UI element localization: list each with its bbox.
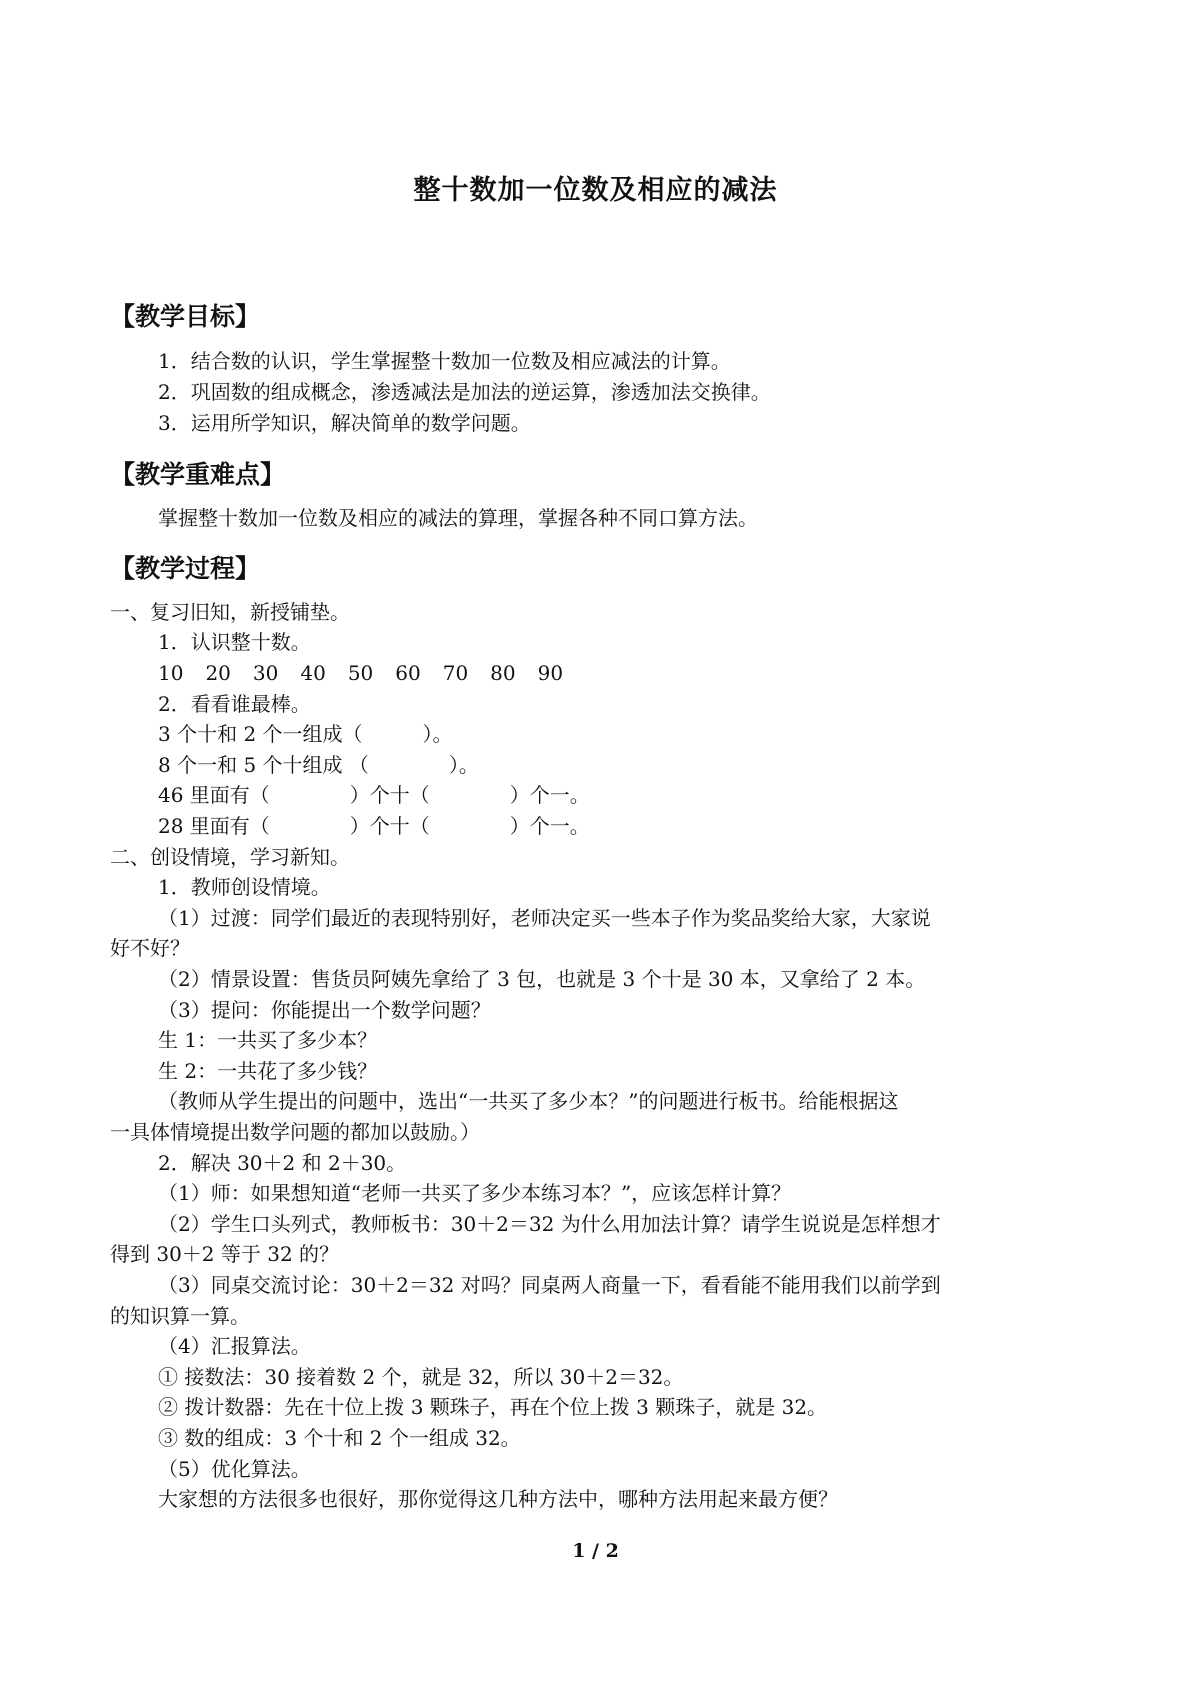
process-line: 8 个一和 5 个十组成 （ ）。 — [158, 753, 479, 777]
process-line: （3）提问：你能提出一个数学问题？ — [158, 998, 491, 1022]
process-line: ① 接数法：30 接着数 2 个，就是 32，所以 30＋2＝32。 — [158, 1365, 684, 1389]
tens-number: 30 — [252, 661, 279, 685]
process-line: 2．看看谁最棒。 — [158, 692, 311, 716]
process-line: 得到 30＋2 等于 32 的？ — [110, 1242, 340, 1266]
process-line: （1）过渡：同学们最近的表现特别好，老师决定买一些本子作为奖品奖给大家，大家说 — [158, 906, 931, 930]
process-line: ② 拨计数器：先在十位上拨 3 颗珠子，再在个位上拨 3 颗珠子，就是 32。 — [158, 1395, 828, 1419]
process-line: （4）汇报算法。 — [158, 1334, 311, 1358]
process-line: 一、复习旧知，新授铺垫。 — [110, 600, 350, 624]
objectives-heading: 【教学目标】 — [110, 302, 261, 331]
process-line: （2）学生口头列式，教师板书：30＋2＝32 为什么用加法计算？请学生说说是怎样想才 — [158, 1212, 941, 1236]
process-line: 1．教师创设情境。 — [158, 875, 331, 899]
process-line: 1．认识整十数。 — [158, 630, 311, 654]
process-line: （2）情景设置：售货员阿姨先拿给了 3 包，也就是 3 个十是 30 本，又拿给了 2 本。 — [158, 967, 926, 991]
process-line: 28 里面有（ ）个十（ ）个一。 — [158, 814, 590, 838]
process-line: 46 里面有（ ）个十（ ）个一。 — [158, 783, 590, 807]
page-number: 1 / 2 — [572, 1540, 619, 1562]
process-line: 生 2：一共花了多少钱？ — [158, 1059, 378, 1083]
tens-number: 60 — [395, 661, 421, 685]
process-line: 2．解决 30＋2 和 2＋30。 — [158, 1151, 407, 1175]
tens-number: 40 — [300, 661, 326, 685]
key-points-text: 掌握整十数加一位数及相应的减法的算理，掌握各种不同口算方法。 — [158, 506, 758, 530]
key-points-heading: 【教学重难点】 — [110, 460, 286, 489]
process-line: 大家想的方法很多也很好，那你觉得这几种方法中，哪种方法用起来最方便？ — [158, 1487, 838, 1511]
tens-number-row — [158, 658, 585, 688]
tens-number: 90 — [537, 661, 564, 685]
process-line: （3）同桌交流讨论：30＋2＝32 对吗？同桌两人商量一下，看看能不能用我们以前学到 — [158, 1273, 941, 1297]
objective-item-2: 2．巩固数的组成概念，渗透减法是加法的逆运算，渗透加法交换律。 — [158, 380, 771, 404]
process-line: 好不好？ — [110, 936, 190, 960]
tens-number: 10 — [158, 661, 184, 685]
tens-number: 20 — [205, 661, 231, 685]
process-line: ③ 数的组成：3 个十和 2 个一组成 32。 — [158, 1426, 521, 1450]
process-line: （教师从学生提出的问题中，选出“一共买了多少本？”的问题进行板书。给能根据这 — [158, 1089, 899, 1113]
process-heading: 【教学过程】 — [110, 554, 261, 583]
process-line: 一具体情境提出数学问题的都加以鼓励。） — [110, 1120, 480, 1144]
process-line: （1）师：如果想知道“老师一共买了多少本练习本？”，应该怎样计算？ — [158, 1181, 792, 1205]
tens-number: 70 — [442, 661, 469, 685]
tens-number: 80 — [490, 661, 516, 685]
process-line: 二、创设情境，学习新知。 — [110, 845, 350, 869]
process-line: 3 个十和 2 个一组成（ ）。 — [158, 722, 453, 746]
document-title: 整十数加一位数及相应的减法 — [413, 175, 778, 206]
tens-number: 50 — [347, 661, 374, 685]
objective-item-1: 1．结合数的认识，学生掌握整十数加一位数及相应减法的计算。 — [158, 349, 731, 373]
process-line: 生 1：一共买了多少本？ — [158, 1028, 378, 1052]
process-line: 的知识算一算。 — [110, 1304, 250, 1328]
process-line: （5）优化算法。 — [158, 1457, 311, 1481]
objective-item-3: 3．运用所学知识，解决简单的数学问题。 — [158, 411, 531, 435]
